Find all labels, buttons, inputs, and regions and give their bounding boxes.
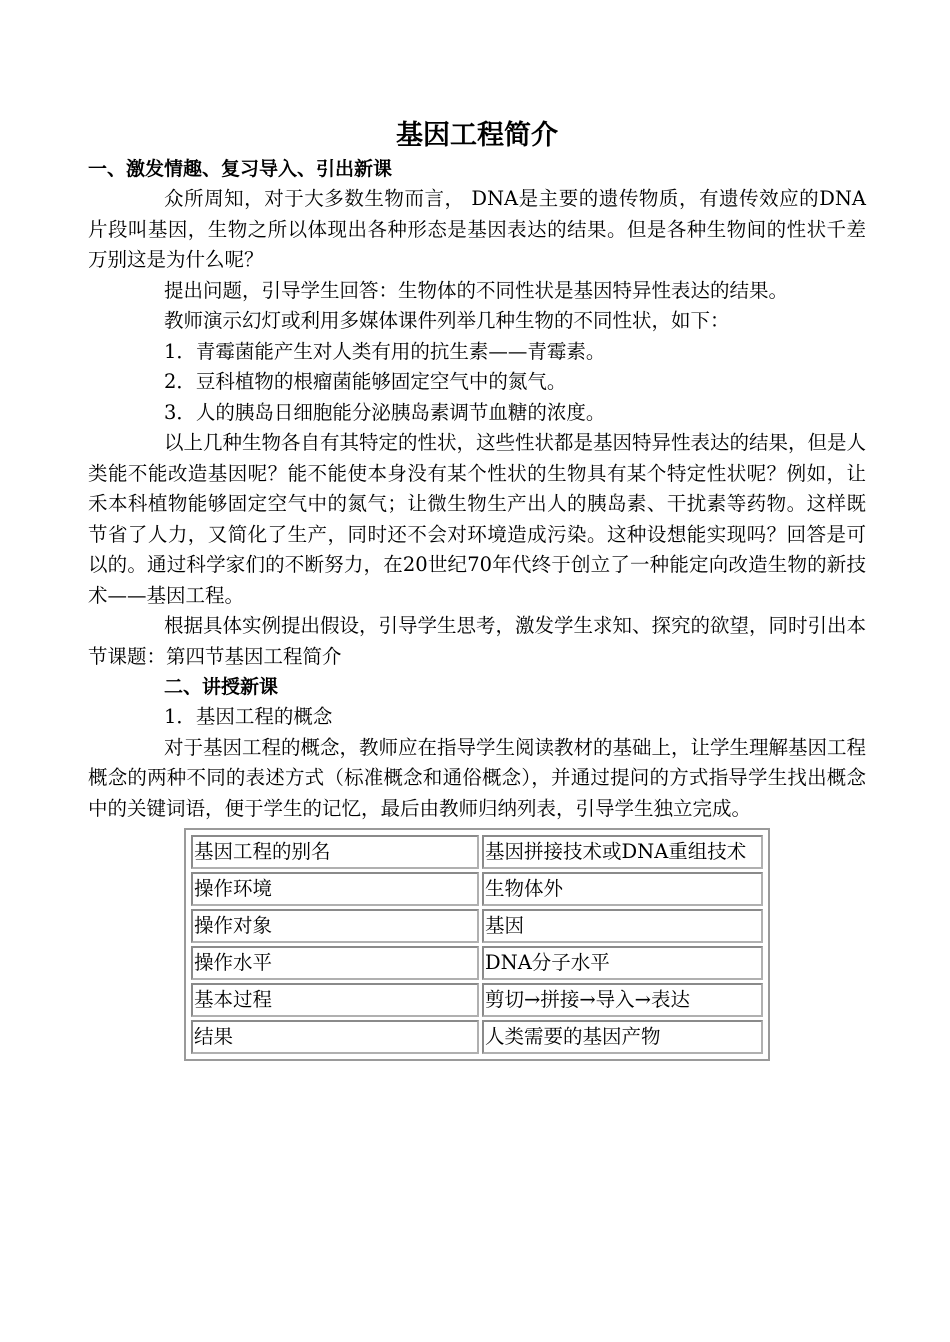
table-cell-key: 操作对象 [191,909,479,943]
table-row [191,909,763,943]
table-row [191,835,763,869]
table-cell-value: 人类需要的基因产物 [482,1020,763,1054]
section-2-heading: 二、讲授新课 [164,676,279,698]
table-cell-key: 结果 [191,1020,479,1054]
concept-table [184,828,770,1061]
table-cell-key: 基因工程的别名 [191,835,479,869]
table-cell-value: 生物体外 [482,872,763,906]
section-1-paragraph-2: 提出问题，引导学生回答：生物体的不同性状是基因特异性表达的结果。 [164,278,789,302]
section-2-subheading: 1．基因工程的概念 [164,705,333,728]
section-1-heading: 一、激发情趣、复习导入、引出新课 [88,158,393,180]
document-title: 基因工程简介 [396,120,558,151]
table-cell-value: 剪切→拼接→导入→表达 [482,983,763,1017]
table-row [191,872,763,906]
list-item: 3．人的胰岛日细胞能分泌胰岛素调节血糖的浓度。 [164,400,606,424]
document-page [88,118,866,1061]
list-item: 2．豆科植物的根瘤菌能够固定空气中的氮气。 [164,370,567,393]
section-1-paragraph-3: 教师演示幻灯或利用多媒体课件列举几种生物的不同性状，如下： [164,309,730,332]
table-cell-key: 操作环境 [191,872,479,906]
section-1-paragraph-5: 根据具体实例提出假设，引导学生思考，激发学生求知、探究的欲望，同时引出本节课题：第四节基因工程简介 [88,614,867,668]
table-row [191,946,763,980]
section-1-paragraph-1: 众所周知，对于大多数生物而言， DNA是主要的遗传物质，有遗传效应的DNA片段叫基因，生物之所以体现出各种形态是基因表达的结果。但是各种生物间的性状千差万别这是为什么呢？ [88,187,866,271]
section-2-paragraph-1: 对于基因工程的概念，教师应在指导学生阅读教材的基础上，让学生理解基因工程概念的两种不同的表述方式（标准概念和通俗概念），并通过提问的方式指导学生找出概念中的关键词语，便于学生的记忆，最后由教师归纳列表，引导学生独立完成。 [88,735,867,820]
list-item: 1．青霉菌能产生对人类有用的抗生素——青霉素。 [164,339,606,363]
table-cell-value: 基因 [482,909,763,943]
table-cell-value: 基因拼接技术或DNA重组技术 [482,835,763,869]
table-cell-key: 操作水平 [191,946,479,980]
table-cell-value: DNA分子水平 [482,946,763,980]
table-cell-key: 基本过程 [191,983,479,1017]
table-row [191,1020,763,1054]
concept-table-grid [188,832,766,1057]
table-row [191,983,763,1017]
section-1-paragraph-4: 以上几种生物各自有其特定的性状，这些性状都是基因特异性表达的结果，但是人类能不能改造基因呢？能不能使本身没有某个性状的生物具有某个特定性状呢？例如，让禾本科植物能够固定空气中的氮气；让微生物生产出人的胰岛素、干扰素等药物。这样既节省了人力，又简化了生产，同时还不会对环境造成污染。这种设想能实现吗？回答是可以的。通过科学家们的不断努力，在20世纪70年代终于创立了一种能定向改造生物的新技术——基因工程。 [88,431,867,607]
